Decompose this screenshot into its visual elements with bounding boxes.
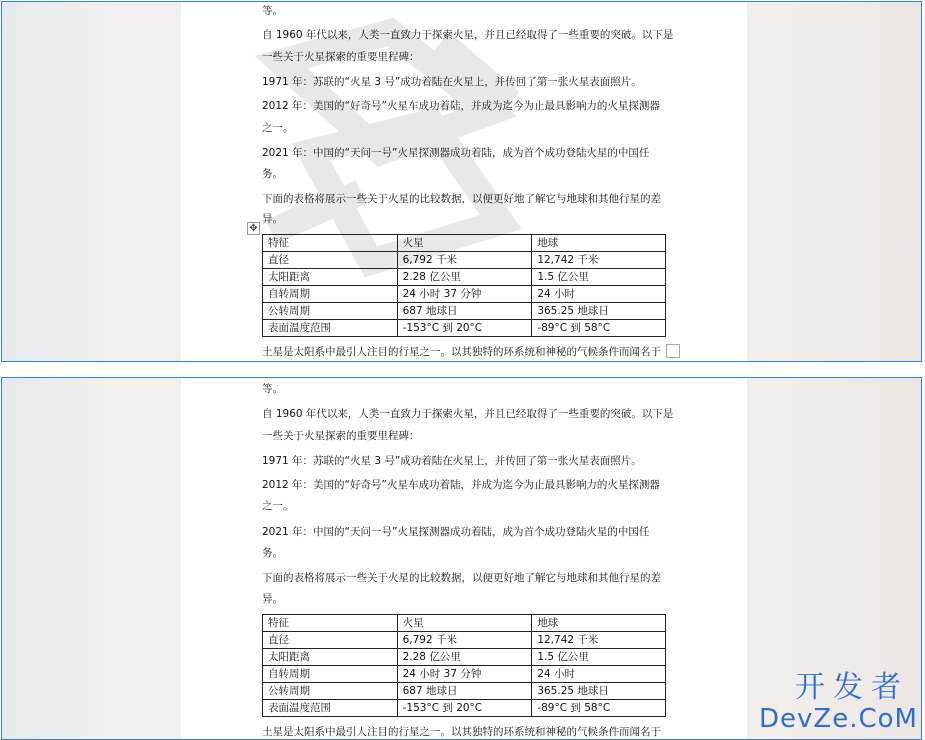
table-cell[interactable]: -153°C 到 20°C bbox=[397, 700, 532, 717]
table-cell[interactable]: 公转周期 bbox=[263, 303, 398, 320]
table-cell[interactable]: 2.28 亿公里 bbox=[397, 269, 532, 286]
paragraph: 土星是太阳系中最引人注目的行星之一。以其独特的环系统和神秘的气候条件而闻名于 bbox=[262, 726, 661, 738]
document-page[interactable] bbox=[181, 2, 747, 361]
paragraph-line: 一些关于火星探索的重要里程碑： bbox=[262, 51, 420, 63]
site-logo-en: DevZe.CoM bbox=[759, 704, 918, 734]
table-cell[interactable]: 公转周期 bbox=[263, 683, 398, 700]
table-row bbox=[263, 666, 666, 683]
comparison-table-body bbox=[263, 235, 666, 337]
comparison-table[interactable] bbox=[262, 614, 666, 717]
paragraph-line: 2012 年：美国的“好奇号”火星车成功着陆，并成为迄今为止最具影响力的火星探测器 bbox=[262, 100, 660, 112]
table-cell[interactable]: 太阳距离 bbox=[263, 649, 398, 666]
table-cell[interactable]: 12,742 千米 bbox=[532, 252, 666, 269]
table-cell[interactable]: 特征 bbox=[263, 615, 398, 632]
paragraph: 等。 bbox=[262, 5, 283, 17]
table-cell[interactable]: -89°C 到 58°C bbox=[532, 700, 666, 717]
paragraph-line: 务。 bbox=[262, 547, 283, 559]
table-cell[interactable]: 特征 bbox=[263, 235, 398, 252]
paragraph-line: 2021 年：中国的“天问一号”火星探测器成功着陆，成为首个成功登陆火星的中国任 bbox=[262, 526, 650, 538]
table-cell[interactable]: 365.25 地球日 bbox=[532, 303, 666, 320]
paragraph: 等。 bbox=[262, 383, 283, 395]
comparison-table-body bbox=[263, 615, 666, 717]
table-cell[interactable]: 2.28 亿公里 bbox=[397, 649, 532, 666]
table-cell[interactable]: 地球 bbox=[532, 235, 666, 252]
table-row bbox=[263, 683, 666, 700]
document-page[interactable] bbox=[181, 378, 747, 739]
table-cell[interactable]: 12,742 千米 bbox=[532, 632, 666, 649]
paragraph-line: 2021 年：中国的“天问一号”火星探测器成功着陆，成为首个成功登陆火星的中国任 bbox=[262, 147, 650, 159]
table-row bbox=[263, 700, 666, 717]
table-cell[interactable]: 24 小时 bbox=[532, 286, 666, 303]
paragraph: 土星是太阳系中最引人注目的行星之一。以其独特的环系统和神秘的气候条件而闻名于 bbox=[262, 346, 661, 358]
resize-square-icon[interactable] bbox=[666, 344, 680, 358]
table-row bbox=[263, 286, 666, 303]
table-cell[interactable]: -89°C 到 58°C bbox=[532, 320, 666, 337]
paragraph: 1971 年：苏联的“火星 3 号”成功着陆在火星上，并传回了第一张火星表面照片。 bbox=[262, 455, 642, 467]
paragraph-line: 下面的表格将展示一些关于火星的比较数据，以便更好地了解它与地球和其他行星的差 bbox=[262, 193, 661, 205]
table-row bbox=[263, 303, 666, 320]
table-cell[interactable]: 1.5 亿公里 bbox=[532, 649, 666, 666]
comparison-table[interactable] bbox=[262, 234, 666, 337]
table-cell[interactable]: 687 地球日 bbox=[397, 683, 532, 700]
table-header-row bbox=[263, 615, 666, 632]
table-row bbox=[263, 632, 666, 649]
document-pane-top[interactable] bbox=[1, 1, 922, 362]
table-cell[interactable]: 火星 bbox=[397, 235, 532, 252]
table-row bbox=[263, 252, 666, 269]
paragraph-line: 务。 bbox=[262, 168, 283, 180]
table-cell[interactable]: 直径 bbox=[263, 632, 398, 649]
site-logo-cn: 开发者 bbox=[795, 670, 909, 705]
paragraph-line: 之一。 bbox=[262, 500, 294, 512]
table-cell[interactable]: 687 地球日 bbox=[397, 303, 532, 320]
table-cell[interactable]: 6,792 千米 bbox=[397, 252, 532, 269]
table-cell[interactable]: 自转周期 bbox=[263, 666, 398, 683]
paragraph-line: 下面的表格将展示一些关于火星的比较数据，以便更好地了解它与地球和其他行星的差 bbox=[262, 572, 661, 584]
table-cell[interactable]: 6,792 千米 bbox=[397, 632, 532, 649]
table-cell[interactable]: 太阳距离 bbox=[263, 269, 398, 286]
table-row bbox=[263, 649, 666, 666]
table-header-row bbox=[263, 235, 666, 252]
paragraph-line: 自 1960 年代以来，人类一直致力于探索火星，并且已经取得了一些重要的突破。以下是 bbox=[262, 408, 674, 420]
table-cell[interactable]: 地球 bbox=[532, 615, 666, 632]
table-cell[interactable]: -153°C 到 20°C bbox=[397, 320, 532, 337]
table-cell[interactable]: 24 小时 37 分钟 bbox=[397, 666, 532, 683]
table-cell[interactable]: 24 小时 bbox=[532, 666, 666, 683]
paragraph-line: 异。 bbox=[262, 213, 283, 225]
table-cell[interactable]: 1.5 亿公里 bbox=[532, 269, 666, 286]
paragraph: 1971 年：苏联的“火星 3 号”成功着陆在火星上，并传回了第一张火星表面照片。 bbox=[262, 76, 642, 88]
table-cell[interactable]: 自转周期 bbox=[263, 286, 398, 303]
table-cell[interactable]: 表面温度范围 bbox=[263, 700, 398, 717]
paragraph-line: 自 1960 年代以来，人类一直致力于探索火星，并且已经取得了一些重要的突破。以下是 bbox=[262, 29, 674, 41]
table-cell[interactable]: 直径 bbox=[263, 252, 398, 269]
move-cross-icon[interactable]: ✥ bbox=[247, 222, 260, 235]
table-cell[interactable]: 365.25 地球日 bbox=[532, 683, 666, 700]
table-row bbox=[263, 269, 666, 286]
paragraph-line: 异。 bbox=[262, 593, 283, 605]
table-cell[interactable]: 24 小时 37 分钟 bbox=[397, 286, 532, 303]
table-row bbox=[263, 320, 666, 337]
document-pane-bottom[interactable] bbox=[1, 377, 922, 740]
paragraph-line: 一些关于火星探索的重要里程碑： bbox=[262, 430, 420, 442]
table-cell[interactable]: 表面温度范围 bbox=[263, 320, 398, 337]
paragraph-line: 之一。 bbox=[262, 122, 294, 134]
table-cell[interactable]: 火星 bbox=[397, 615, 532, 632]
site-logo bbox=[759, 670, 918, 734]
paragraph-line: 2012 年：美国的“好奇号”火星车成功着陆，并成为迄今为止最具影响力的火星探测器 bbox=[262, 479, 660, 491]
